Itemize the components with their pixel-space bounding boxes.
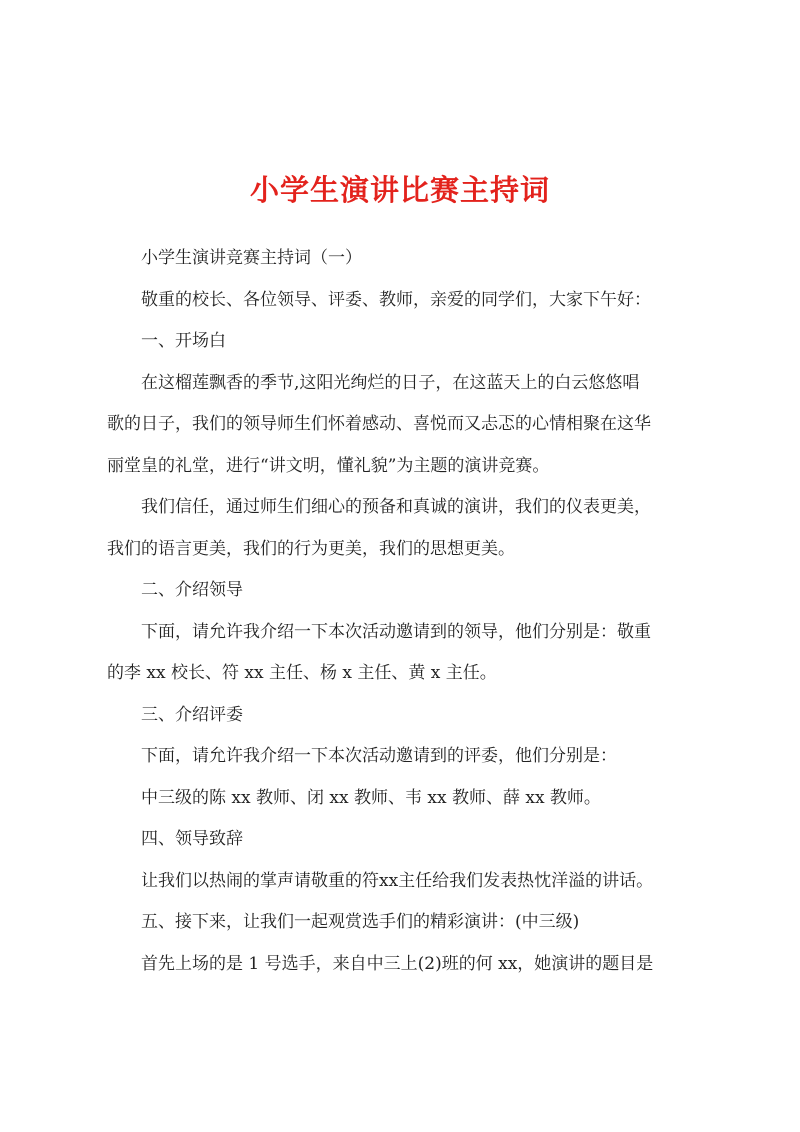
- contestant-line: 首先上场的是 1 号选手，来自中三上(2)班的何 xx，她演讲的题目是: [141, 953, 654, 974]
- judges-line-2: 中三级的陈 xx 教师、闭 xx 教师、韦 xx 教师、薛 xx 教师。: [141, 787, 601, 808]
- greeting-line: 敬重的校长、各位领导、评委、教师，亲爱的同学们，大家下午好：: [141, 289, 651, 310]
- document-body: [107, 238, 697, 985]
- section-heading-opening: 一、开场白: [141, 331, 226, 351]
- speech-line: 让我们以热闹的掌声请敬重的符xx主任给我们发表热忱洋溢的讲话。: [141, 870, 654, 891]
- leaders-line-2: 的李 xx 校长、符 xx 主任、杨 x 主任、黄 x 主任。: [107, 663, 497, 683]
- subtitle-line: 小学生演讲竞赛主持词（一）: [141, 248, 362, 268]
- opening-line-1: 在这榴莲飘香的季节,这阳光绚烂的日子，在这蓝天上的白云悠悠唱: [141, 372, 640, 393]
- section-heading-contestants: 五、接下来，让我们一起观赏选手们的精彩演讲：(中三级): [141, 912, 580, 932]
- section-heading-speech: 四、领导致辞: [141, 829, 243, 849]
- belief-line-2: 我们的语言更美，我们的行为更美，我们的思想更美。: [107, 538, 515, 559]
- section-heading-leaders: 二、介绍领导: [141, 580, 243, 600]
- opening-line-3: 丽堂皇的礼堂，进行“讲文明，懂礼貌”为主题的演讲竞赛。: [107, 455, 550, 476]
- opening-line-2: 歌的日子，我们的领导师生们怀着感动、喜悦而又忐忑的心情相聚在这华: [107, 414, 651, 434]
- leaders-line-1: 下面，请允许我介绍一下本次活动邀请到的领导，他们分别是：敬重: [141, 621, 651, 642]
- judges-line-1: 下面，请允许我介绍一下本次活动邀请到的评委，他们分别是：: [141, 746, 617, 766]
- section-heading-judges: 三、介绍评委: [141, 704, 243, 725]
- document-title: 小学生演讲比赛主持词: [249, 173, 550, 207]
- belief-line-1: 我们信任，通过师生们细心的预备和真诚的演讲，我们的仪表更美，: [141, 497, 651, 517]
